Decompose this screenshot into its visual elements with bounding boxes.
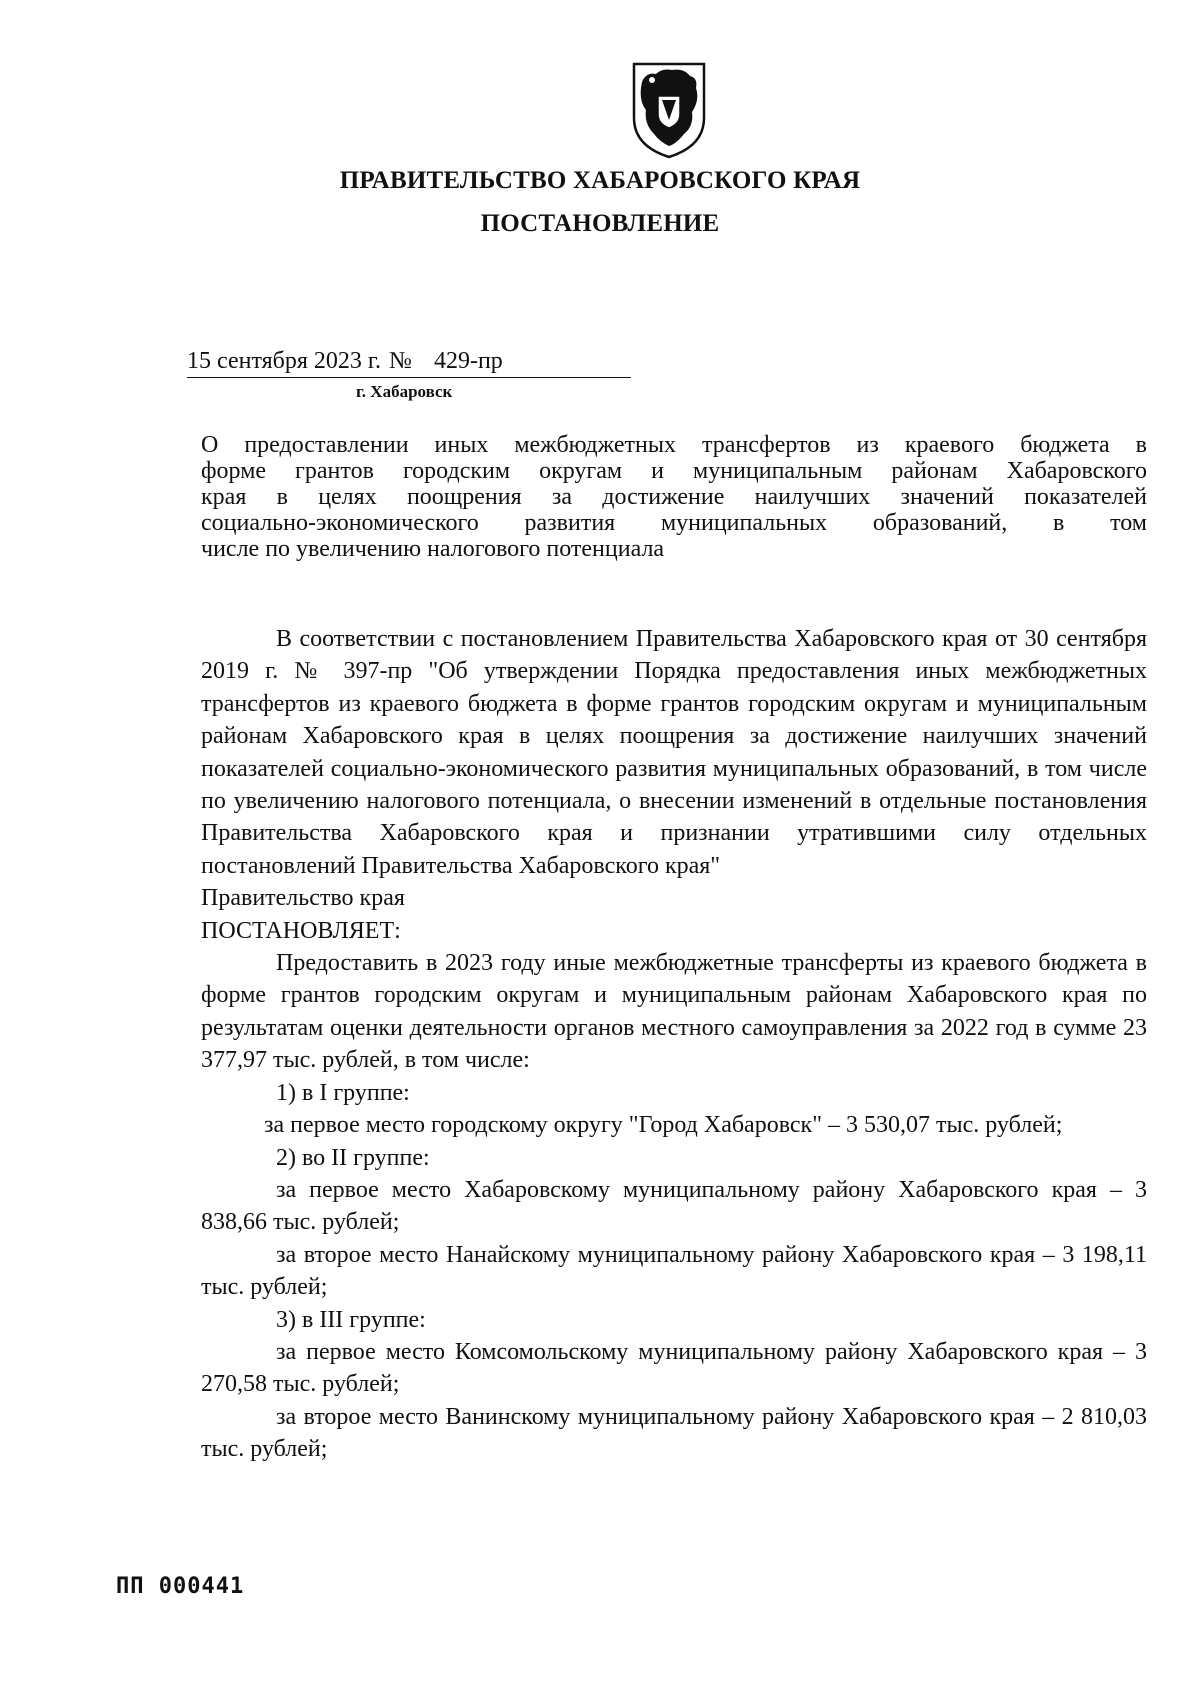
document-city: г. Хабаровск — [356, 382, 453, 401]
date-underline — [187, 377, 631, 378]
group-label: 1) в I группе: — [276, 1079, 410, 1106]
title-line: социально-экономического развития муниципальных образований, в том — [201, 510, 1147, 536]
preamble-paragraph: В соответствии с постановлением Правительства Хабаровского края от 30 сентября 2019 г. № 397-пр "Об утверждении Порядка предоставления иных межбюджетных трансфертов из краевого бюджета в форме грантов городским округам и муниципальным районам Хабаровского края в целях поощрения за достижение наилучших значений показателей социально-экономического развития муниципальных образований, в том числе по увеличению налогового потенциала, о внесении изменений в отдельные постановления Правительства Хабаровского края и признании утратившими силу отдельных постановлений Правительства Хабаровского края" — [201, 626, 1147, 879]
document-type: ПОСТАНОВЛЕНИЕ — [480, 210, 720, 237]
document-title — [201, 432, 1147, 562]
group-label: 3) в III группе: — [276, 1306, 426, 1333]
document-date: 15 сентября 2023 г. — [187, 348, 382, 374]
title-line: числе по увеличению налогового потенциала — [201, 536, 665, 562]
title-line: форме грантов городским округам и муниципальным районам Хабаровского — [201, 458, 1147, 484]
group-item: за второе место Нанайскому муниципальному району Хабаровского края – 3 198,11 тыс. рублей; — [201, 1241, 1147, 1301]
main-paragraph: Предоставить в 2023 году иные межбюджетные трансферты из краевого бюджета в форме грантов городским округам и муниципальным районам Хабаровского края по результатам оценки деятельности органов местного самоуправления за 2022 год в сумме 23 377,97 тыс. рублей, в том числе: — [201, 950, 1147, 1074]
title-line: О предоставлении иных межбюджетных трансфертов из краевого бюджета в — [201, 432, 1147, 458]
preamble-end: Правительство края — [201, 885, 405, 912]
document-body — [201, 623, 1147, 1466]
group-item: за первое место Хабаровскому муниципальному району Хабаровского края – 3 838,66 тыс. рублей; — [201, 1176, 1147, 1236]
serial-number: ПП 000441 — [116, 1574, 245, 1599]
group-label: 2) во II группе: — [276, 1144, 430, 1171]
group-item: за первое место Комсомольскому муниципальному району Хабаровского края – 3 270,58 тыс. рублей; — [201, 1338, 1147, 1398]
number-sign: № — [389, 348, 412, 374]
group-item: за первое место городскому округу "Город Хабаровск" – 3 530,07 тыс. рублей; — [264, 1112, 1063, 1139]
coat-of-arms-icon — [628, 60, 710, 160]
resolves-heading: ПОСТАНОВЛЯЕТ: — [201, 917, 401, 944]
government-name: ПРАВИТЕЛЬСТВО ХАБАРОВСКОГО КРАЯ — [339, 167, 861, 194]
date-number-line — [187, 348, 503, 375]
document-number: 429-пр — [433, 348, 503, 374]
title-line: края в целях поощрения за достижение наилучших значений показателей — [201, 484, 1147, 510]
group-item: за второе место Ванинскому муниципальному району Хабаровского края – 2 810,03 тыс. рублей; — [201, 1403, 1147, 1463]
